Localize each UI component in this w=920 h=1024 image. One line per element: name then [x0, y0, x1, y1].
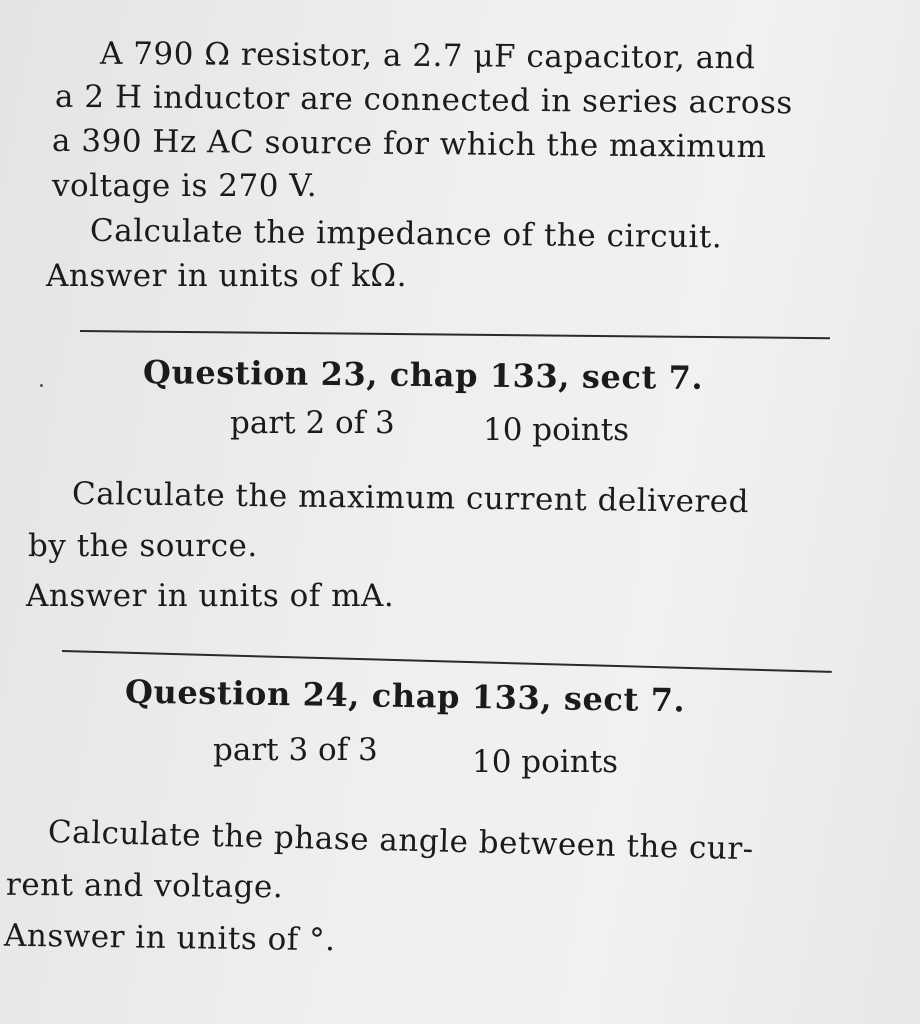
- phase-angle-prompt-line-2: rent and voltage.: [5, 866, 284, 906]
- impedance-answer-units: Answer in units of kΩ.: [46, 258, 407, 294]
- problem-statement-line-3: a 390 Hz AC source for which the maximum: [51, 122, 767, 166]
- max-current-prompt-line-1: Calculate the maximum current delivered: [71, 475, 750, 521]
- problem-statement-line-1: A 790 Ω resistor, a 2.7 μF capacitor, and: [99, 35, 756, 77]
- problem-statement-line-4: voltage is 270 V.: [52, 168, 318, 204]
- bullet-dot: [40, 384, 43, 387]
- max-current-prompt-line-2: by the source.: [28, 528, 258, 564]
- section-divider-2: [62, 650, 832, 673]
- question-23-heading: Question 23, chap 133, sect 7.: [142, 353, 704, 397]
- phase-angle-prompt-line-1: Calculate the phase angle between the cur-: [47, 814, 755, 868]
- impedance-prompt: Calculate the impedance of the circuit.: [89, 212, 723, 256]
- max-current-answer-units: Answer in units of mA.: [26, 578, 395, 614]
- question-23-part: part 2 of 3: [230, 405, 395, 441]
- section-divider-1: [80, 330, 830, 339]
- question-24-points: 10 points: [472, 744, 619, 780]
- question-23-points: 10 points: [483, 412, 630, 448]
- phase-angle-answer-units: Answer in units of °.: [3, 917, 336, 959]
- question-24-part: part 3 of 3: [213, 732, 378, 768]
- problem-statement-line-2: a 2 H inductor are connected in series across: [54, 78, 793, 122]
- question-24-heading: Question 24, chap 133, sect 7.: [124, 672, 686, 720]
